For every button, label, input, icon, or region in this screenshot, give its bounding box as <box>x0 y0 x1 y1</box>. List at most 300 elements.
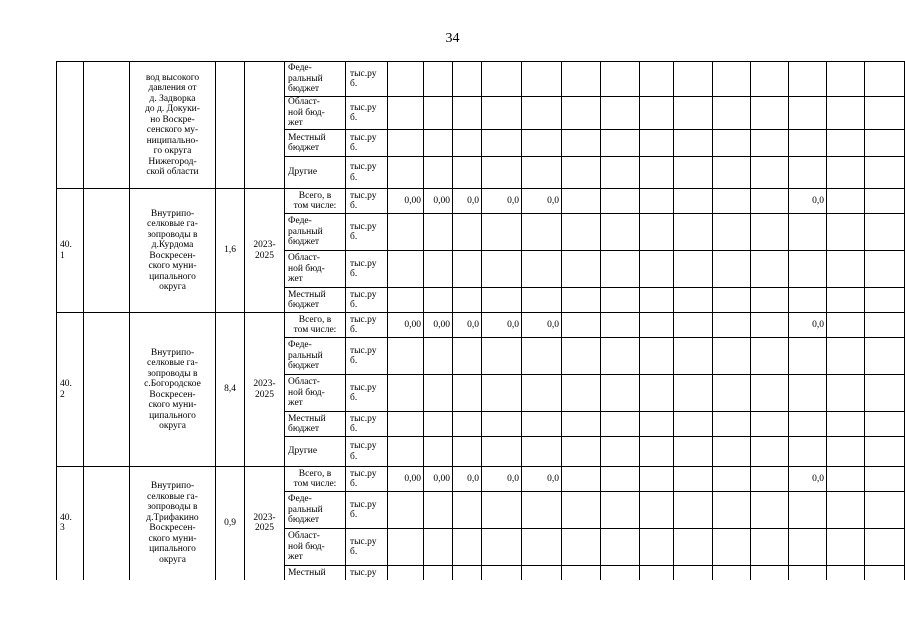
text-line: ципального <box>149 271 196 282</box>
value-cell <box>674 157 713 189</box>
value-cell <box>562 62 601 97</box>
value-cell <box>640 62 674 97</box>
value-cell <box>789 492 827 529</box>
source-cell <box>285 566 346 580</box>
value-cell <box>674 189 713 214</box>
text-line: Местный <box>288 413 326 424</box>
text-line: тыс.ру <box>350 190 377 201</box>
value-cell <box>751 251 789 288</box>
text-line: 40. <box>60 240 72 250</box>
text-line: тыс.ру <box>350 258 377 269</box>
value-cell <box>640 214 674 251</box>
value-cell <box>601 412 640 437</box>
text-line: ской области <box>146 167 199 177</box>
value-cell <box>865 62 905 97</box>
text-line: жет <box>288 274 303 285</box>
value-cell: 0,0 <box>453 313 482 338</box>
value-cell <box>453 412 482 437</box>
value-cell <box>865 313 905 338</box>
value-cell <box>827 313 865 338</box>
value-cell <box>865 437 905 467</box>
unit-cell <box>346 529 388 566</box>
source-cell <box>285 288 346 313</box>
value-cell <box>713 97 751 130</box>
unit-cell <box>346 492 388 529</box>
source-cell <box>285 313 346 338</box>
value-cell <box>713 214 751 251</box>
unit-cell <box>346 157 388 189</box>
source-cell <box>285 529 346 566</box>
value-cell <box>674 492 713 529</box>
text-line: б. <box>350 232 358 242</box>
value-cell <box>453 62 482 97</box>
value-cell <box>751 189 789 214</box>
value-cell <box>713 492 751 529</box>
value-cell <box>865 529 905 566</box>
value-cell <box>601 375 640 412</box>
value-cell <box>827 62 865 97</box>
value-cell <box>713 437 751 467</box>
value-cell <box>789 437 827 467</box>
object-name <box>130 62 216 189</box>
source-cell <box>285 62 346 97</box>
value-cell <box>674 412 713 437</box>
text-line: бюджет <box>288 237 320 248</box>
text-line: селковые га- <box>147 358 198 368</box>
value-cell <box>674 214 713 251</box>
value-cell <box>388 157 424 189</box>
text-line: жет <box>288 552 303 563</box>
value-cell <box>827 566 865 580</box>
value-cell <box>562 437 601 467</box>
budget-table <box>56 61 905 580</box>
text-line: б. <box>350 451 358 462</box>
source-cell <box>285 375 346 412</box>
text-line: ной бюд- <box>288 541 325 552</box>
value-cell <box>453 97 482 130</box>
value-cell <box>482 437 522 467</box>
value-cell <box>827 157 865 189</box>
value-cell <box>827 529 865 566</box>
value-cell <box>751 214 789 251</box>
value-cell <box>640 130 674 157</box>
text-line: жет <box>288 398 303 409</box>
text-line: ципального <box>149 544 196 555</box>
text-line: зопроводы в <box>147 368 198 379</box>
value-cell <box>827 288 865 313</box>
value-cell <box>482 214 522 251</box>
value-cell <box>751 467 789 492</box>
value-cell <box>674 62 713 97</box>
period <box>245 189 285 313</box>
value-cell <box>827 338 865 375</box>
value-cell <box>865 412 905 437</box>
value-cell: 0,0 <box>453 189 482 214</box>
value-cell <box>522 529 562 566</box>
value-cell <box>751 157 789 189</box>
value-cell <box>453 157 482 189</box>
value-cell <box>751 412 789 437</box>
source-cell <box>285 412 346 437</box>
object-name <box>130 313 216 467</box>
text-line: тыс.ру <box>350 441 377 451</box>
value-cell <box>865 492 905 529</box>
text-line: 2025 <box>255 389 274 400</box>
source-cell <box>285 130 346 157</box>
value-cell <box>713 529 751 566</box>
value-cell <box>388 62 424 97</box>
unit-cell <box>346 437 388 467</box>
value-cell <box>562 492 601 529</box>
value-cell <box>751 529 789 566</box>
value-cell <box>453 130 482 157</box>
value-cell: 0,0 <box>522 189 562 214</box>
source-cell <box>285 338 346 375</box>
value-cell <box>522 214 562 251</box>
text-line: ной бюд- <box>288 107 325 118</box>
value-cell <box>562 251 601 288</box>
text-line: 2025 <box>255 523 274 534</box>
value-cell <box>713 130 751 157</box>
text-line: до д. Докуки- <box>145 104 200 114</box>
value-cell <box>453 214 482 251</box>
text-line: тыс.ру <box>350 162 377 172</box>
unit-cell <box>346 62 388 97</box>
text-line: селковые га- <box>147 219 198 229</box>
blank-cell <box>84 189 130 313</box>
value-cell <box>601 189 640 214</box>
text-line: б. <box>350 547 358 557</box>
value-cell <box>789 375 827 412</box>
text-line: бюджет <box>288 143 320 153</box>
value-cell <box>751 437 789 467</box>
value-cell <box>453 437 482 467</box>
text-line: б. <box>350 479 358 489</box>
text-line: округа <box>159 282 186 292</box>
source-cell <box>285 437 346 467</box>
text-line: с.Богородское <box>144 379 201 389</box>
value-cell <box>789 157 827 189</box>
value-cell: 0,0 <box>453 467 482 492</box>
value-cell <box>601 130 640 157</box>
text-line: тыс.ру <box>350 314 377 325</box>
text-line: Феде- <box>288 340 312 351</box>
text-line: округа <box>159 421 186 431</box>
text-line: тыс.ру <box>350 132 377 143</box>
value-cell <box>522 437 562 467</box>
text-line: ского муни- <box>148 400 197 410</box>
text-line: тыс.ру <box>350 567 377 578</box>
text-line: Област- <box>288 531 320 542</box>
text-line: тыс.ру <box>350 68 377 79</box>
value-cell: 0,00 <box>424 313 453 338</box>
value-cell <box>865 157 905 189</box>
unit-cell <box>346 313 388 338</box>
text-line: том числе: <box>293 479 337 489</box>
value-cell <box>522 251 562 288</box>
value-cell <box>827 412 865 437</box>
value-cell <box>640 437 674 467</box>
text-line: б. <box>350 393 358 403</box>
value-cell <box>522 130 562 157</box>
text-line: 2025 <box>255 250 274 261</box>
value-cell <box>789 130 827 157</box>
unit-cell <box>346 214 388 251</box>
unit-cell <box>346 338 388 375</box>
text-line: Местный <box>288 289 326 300</box>
text-line: Другие <box>288 167 318 178</box>
value-cell <box>789 97 827 130</box>
text-line: ципального <box>149 410 196 421</box>
length-km: 0,9 <box>216 467 245 580</box>
table-row <box>57 62 905 97</box>
text-line: тыс.ру <box>350 499 377 510</box>
value-cell <box>713 313 751 338</box>
value-cell: 0,00 <box>424 467 453 492</box>
text-line: округа <box>159 554 186 565</box>
value-cell: 0,00 <box>388 189 424 214</box>
text-line: Област- <box>288 377 320 388</box>
text-line: б. <box>350 172 358 183</box>
text-line: б. <box>350 356 358 366</box>
value-cell <box>640 97 674 130</box>
value-cell <box>640 467 674 492</box>
value-cell <box>674 566 713 580</box>
value-cell <box>827 375 865 412</box>
value-cell <box>865 251 905 288</box>
text-line: сенского му- <box>146 125 199 135</box>
value-cell <box>562 338 601 375</box>
text-line: д.Курдома <box>151 240 194 250</box>
value-cell <box>713 157 751 189</box>
text-line: Област- <box>288 97 320 108</box>
value-cell <box>713 288 751 313</box>
text-line: бюджет <box>288 361 320 372</box>
value-cell <box>674 529 713 566</box>
text-line: ского муни- <box>148 533 197 544</box>
value-cell <box>562 288 601 313</box>
text-line: б. <box>350 79 358 89</box>
text-line: б. <box>350 269 358 279</box>
value-cell <box>674 467 713 492</box>
value-cell <box>713 251 751 288</box>
value-cell <box>713 189 751 214</box>
value-cell: 0,0 <box>482 189 522 214</box>
value-cell <box>388 529 424 566</box>
text-line: бюджет <box>288 424 320 434</box>
text-line: ральный <box>288 350 323 361</box>
value-cell <box>674 437 713 467</box>
value-cell <box>713 566 751 580</box>
blank-cell <box>245 62 285 189</box>
blank-cell <box>216 62 245 189</box>
value-cell <box>388 288 424 313</box>
value-cell <box>424 130 453 157</box>
value-cell <box>424 375 453 412</box>
value-cell <box>522 375 562 412</box>
value-cell <box>640 288 674 313</box>
value-cell <box>789 288 827 313</box>
text-line: тыс.ру <box>350 221 377 232</box>
value-cell <box>522 412 562 437</box>
value-cell <box>482 251 522 288</box>
text-line: Феде- <box>288 63 312 74</box>
length-km: 8,4 <box>216 313 245 467</box>
unit-cell <box>346 189 388 214</box>
text-line: но Воскре- <box>150 114 195 125</box>
text-line: Нижегород- <box>148 156 197 167</box>
value-cell <box>827 437 865 467</box>
value-cell: 0,00 <box>388 467 424 492</box>
text-line: 2 <box>60 389 65 400</box>
value-cell <box>865 338 905 375</box>
text-line: Всего, в <box>298 468 332 479</box>
value-cell <box>827 189 865 214</box>
text-line: Местный <box>288 567 326 578</box>
value-cell <box>388 214 424 251</box>
value-cell <box>388 97 424 130</box>
value-cell <box>674 97 713 130</box>
value-cell <box>562 313 601 338</box>
value-cell <box>388 492 424 529</box>
value-cell <box>601 157 640 189</box>
value-cell <box>453 251 482 288</box>
value-cell <box>789 214 827 251</box>
source-cell <box>285 97 346 130</box>
value-cell <box>751 492 789 529</box>
value-cell <box>640 492 674 529</box>
value-cell <box>388 130 424 157</box>
text-line: Феде- <box>288 494 312 505</box>
text-line: тыс.ру <box>350 413 377 424</box>
value-cell <box>601 492 640 529</box>
value-cell <box>865 189 905 214</box>
text-line: Местный <box>288 132 326 143</box>
text-line: б. <box>350 143 358 153</box>
value-cell <box>388 566 424 580</box>
value-cell <box>522 97 562 130</box>
object-name <box>130 467 216 580</box>
text-line: ского муни- <box>148 261 197 271</box>
value-cell <box>522 492 562 529</box>
value-cell <box>482 130 522 157</box>
value-cell <box>482 492 522 529</box>
text-line: д.Трифакино <box>146 512 199 523</box>
value-cell <box>640 251 674 288</box>
text-line: ной бюд- <box>288 387 325 398</box>
source-cell <box>285 214 346 251</box>
value-cell <box>601 313 640 338</box>
value-cell <box>562 566 601 580</box>
value-cell <box>751 97 789 130</box>
value-cell <box>601 288 640 313</box>
value-cell <box>522 288 562 313</box>
value-cell <box>562 157 601 189</box>
source-cell <box>285 467 346 492</box>
value-cell <box>388 412 424 437</box>
value-cell <box>640 566 674 580</box>
text-line: Област- <box>288 253 320 264</box>
value-cell <box>601 437 640 467</box>
value-cell <box>522 566 562 580</box>
text-line: вод высокого <box>145 72 200 83</box>
text-line: ниципально- <box>146 135 199 146</box>
text-line: тыс.ру <box>350 468 377 479</box>
value-cell <box>751 288 789 313</box>
length-km: 1,6 <box>216 189 245 313</box>
source-cell <box>285 157 346 189</box>
value-cell <box>674 338 713 375</box>
value-cell: 0,0 <box>482 467 522 492</box>
unit-cell <box>346 130 388 157</box>
value-cell <box>640 412 674 437</box>
value-cell <box>424 251 453 288</box>
value-cell <box>562 189 601 214</box>
value-cell <box>674 251 713 288</box>
text-line: б. <box>350 201 358 211</box>
text-line: Воскресен- <box>149 523 196 534</box>
text-line: 2023- <box>253 379 276 389</box>
value-cell <box>482 412 522 437</box>
value-cell <box>640 375 674 412</box>
value-cell <box>482 338 522 375</box>
text-line: б. <box>350 325 358 335</box>
value-cell <box>453 338 482 375</box>
object-name <box>130 189 216 313</box>
value-cell <box>482 62 522 97</box>
value-cell <box>482 566 522 580</box>
value-cell <box>713 375 751 412</box>
text-line: б. <box>350 113 358 123</box>
text-line: Феде- <box>288 216 312 227</box>
value-cell <box>424 566 453 580</box>
value-cell <box>865 375 905 412</box>
text-line: 3 <box>60 523 65 534</box>
text-line: ральный <box>288 226 323 237</box>
value-cell <box>827 130 865 157</box>
value-cell <box>601 214 640 251</box>
value-cell <box>827 251 865 288</box>
value-cell <box>601 467 640 492</box>
value-cell <box>674 130 713 157</box>
blank-cell <box>84 467 130 580</box>
value-cell <box>601 338 640 375</box>
unit-cell <box>346 566 388 580</box>
text-line: Внутрипо- <box>150 481 195 492</box>
value-cell: 0,0 <box>522 467 562 492</box>
text-line: тыс.ру <box>350 345 377 356</box>
text-line: тыс.ру <box>350 102 377 113</box>
text-line: ральный <box>288 73 323 84</box>
unit-cell <box>346 97 388 130</box>
value-cell <box>482 288 522 313</box>
value-cell <box>424 529 453 566</box>
value-cell <box>424 412 453 437</box>
text-line: б. <box>350 424 358 434</box>
value-cell <box>424 492 453 529</box>
row-number <box>57 189 84 313</box>
value-cell <box>865 566 905 580</box>
value-cell <box>522 157 562 189</box>
text-line: Внутрипо- <box>150 347 195 358</box>
text-line: д. Задворка <box>149 93 196 104</box>
period <box>245 313 285 467</box>
value-cell <box>713 338 751 375</box>
value-cell <box>640 338 674 375</box>
unit-cell <box>346 288 388 313</box>
value-cell <box>674 313 713 338</box>
value-cell <box>562 375 601 412</box>
